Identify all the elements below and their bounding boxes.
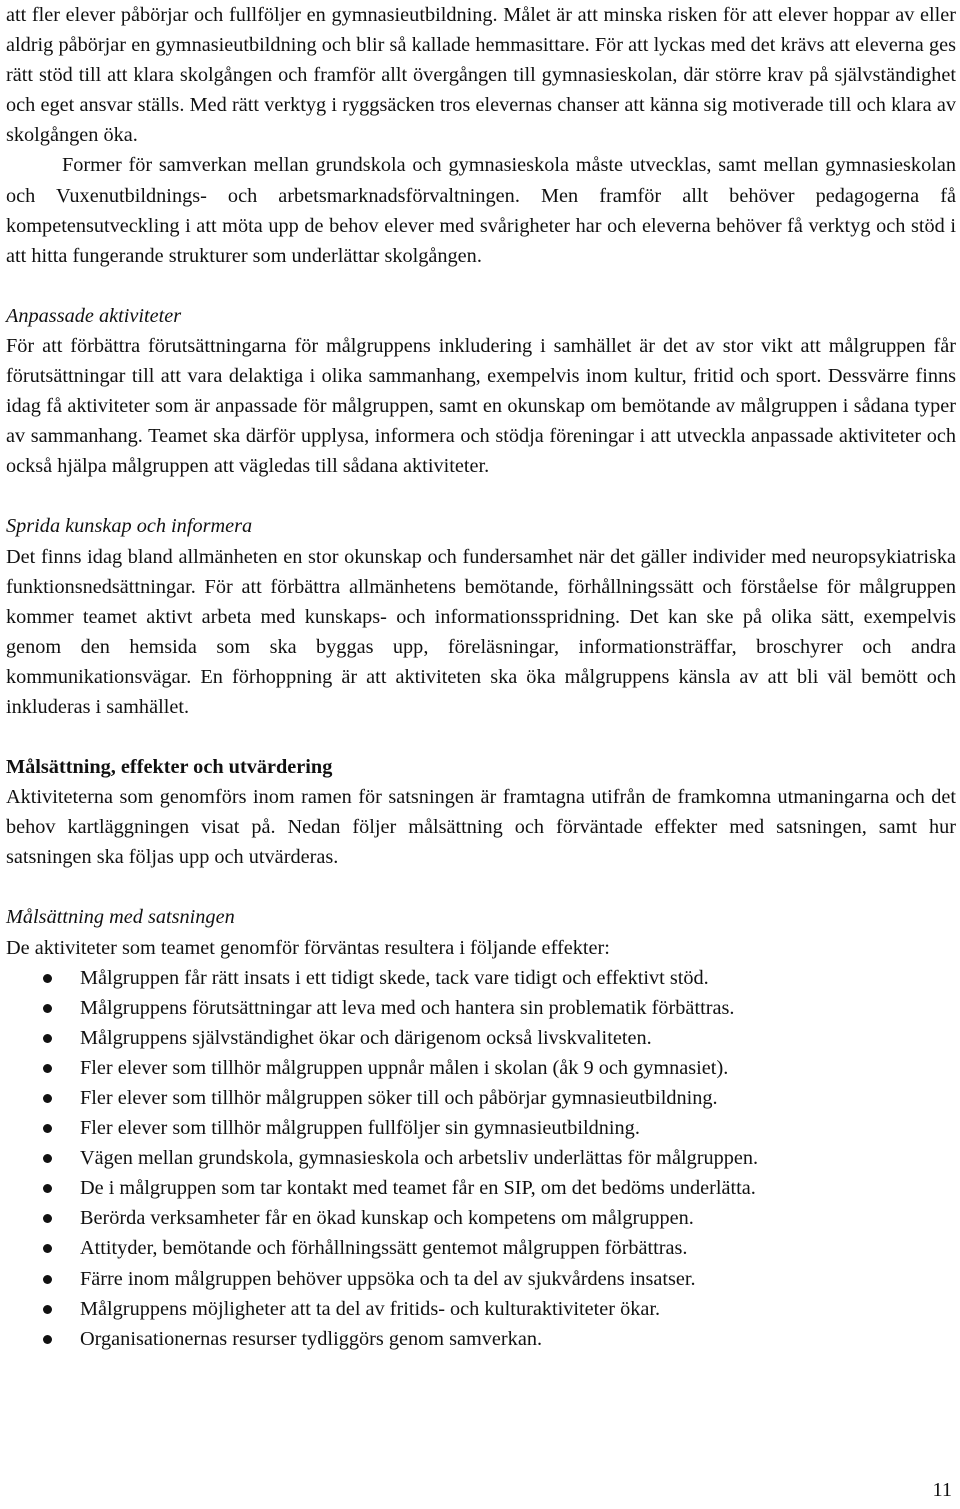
bullet-icon bbox=[43, 1184, 52, 1193]
list-item-text: Attityder, bemötande och förhållningssätt gentemot målgruppen förbättras. bbox=[80, 1237, 688, 1260]
list-item-text: Fler elever som tillhör målgruppen söker till och påbörjar gymnasieutbildning. bbox=[80, 1087, 718, 1109]
bullet-icon bbox=[43, 1004, 52, 1013]
bullet-icon bbox=[43, 1094, 52, 1103]
list-item-text: Färre inom målgruppen behöver uppsöka och ta del av sjukvårdens insatser. bbox=[80, 1267, 696, 1290]
section-lead-objective: De aktiviteter som teamet genomför förväntas resultera i följande effekter: bbox=[6, 936, 610, 959]
list-item bbox=[6, 1173, 956, 1203]
list-item-text: Organisationernas resurser tydliggörs genom samverkan. bbox=[80, 1327, 543, 1350]
list-item bbox=[6, 1324, 956, 1354]
bullet-icon bbox=[43, 1335, 52, 1344]
list-item-text: De i målgruppen som tar kontakt med teamet får en SIP, om det bedöms underlätta. bbox=[80, 1177, 756, 1200]
list-item bbox=[6, 993, 956, 1023]
section-body-inform: Det finns idag bland allmänheten en stor okunskap och fundersamhet när det gäller individer med neuropsykiatriska funktionsnedsättningar. För att förbättra allmänhetens bemötande, förhållningssätt och förståelse för målgruppen kommer teamet aktivt arbeta med kunskaps- och informationsspridning. Det kan ske på olika sätt, exempelvis genom den hemsida som ska byggas upp, föreläsningar, informationsträffar, broschyrer och andra kommunikationsvägar. En förhoppning är att aktiviteten ska öka målgruppens känsla av att bli väl bemött och inkluderas i samhället. bbox=[6, 545, 956, 718]
section-title-goals: Målsättning, effekter och utvärdering bbox=[6, 756, 333, 779]
spacer bbox=[6, 271, 956, 301]
list-item bbox=[6, 963, 956, 993]
list-item-text: Målgruppens självständighet ökar och därigenom också livskvaliteten. bbox=[80, 1026, 652, 1049]
list-item bbox=[6, 1233, 956, 1263]
list-item bbox=[6, 1053, 956, 1083]
list-item bbox=[6, 1294, 956, 1324]
list-item-text: Målgruppen får rätt insats i ett tidigt skede, tack vare tidigt och effektivt stöd. bbox=[80, 966, 709, 989]
list-item-text: Vägen mellan grundskola, gymnasieskola och arbetsliv underlättas för målgruppen. bbox=[80, 1147, 759, 1170]
section-title-inform: Sprida kunskap och informera bbox=[6, 515, 253, 538]
bullet-icon bbox=[43, 1275, 52, 1284]
bullet-icon bbox=[43, 1124, 52, 1133]
intro-paragraph: att fler elever påbörjar och fullföljer en gymnasieutbildning. Målet är att minska risken för att elever hoppar av eller aldrig påbörjar en gymnasieutbildning och blir så kallade hemmasittare. För att lyckas med det krävs att eleverna ges rätt stöd till att klara skolgången och framför allt övergången till gymnasieskolan, där större krav på självständighet och eget ansvar ställs. Med rätt verktyg i ryggsäcken tros elevernas chanser att känna sig motiverade till och klara av skolgången öka. bbox=[6, 4, 956, 147]
bullet-icon bbox=[43, 1244, 52, 1253]
page-number: 11 bbox=[932, 1479, 952, 1501]
list-item bbox=[6, 1083, 956, 1113]
list-item bbox=[6, 1113, 956, 1143]
bullet-icon bbox=[43, 1034, 52, 1043]
bullet-icon bbox=[43, 1064, 52, 1073]
list-item-text: Berörda verksamheter får en ökad kunskap och kompetens om målgruppen. bbox=[80, 1207, 694, 1230]
cooperation-paragraph: Former för samverkan mellan grundskola och gymnasieskola måste utvecklas, samt mellan gymnasieskolan och Vuxenutbildnings- och arbetsmarknadsförvaltningen. Men framför allt behöver pedagogerna få kompetensutveckling i att möta upp de behov elever med svårigheter har och eleverna behöver få verktyg och stöd i att hitta fungerande strukturer som underlättar skolgången. bbox=[6, 154, 956, 267]
list-item bbox=[6, 1143, 956, 1173]
list-item bbox=[6, 1023, 956, 1053]
list-item bbox=[6, 1203, 956, 1233]
list-item-text: Målgruppens förutsättningar att leva med och hantera sin problematik förbättras. bbox=[80, 996, 735, 1019]
document-page bbox=[6, 0, 956, 1354]
spacer bbox=[6, 872, 956, 902]
list-item-text: Fler elever som tillhör målgruppen uppnår målen i skolan (åk 9 och gymnasiet). bbox=[80, 1056, 729, 1079]
effects-list bbox=[6, 963, 956, 1354]
spacer bbox=[6, 722, 956, 752]
bullet-icon bbox=[43, 1214, 52, 1223]
section-title-objective: Målsättning med satsningen bbox=[6, 906, 235, 929]
list-item-text: Målgruppens möjligheter att ta del av fritids- och kulturaktiviteter ökar. bbox=[80, 1297, 661, 1320]
section-body-goals: Aktiviteterna som genomförs inom ramen för satsningen är framtagna utifrån de framkomna utmaningarna och det behov kartläggningen visat på. Nedan följer målsättning och förväntade effekter med satsningen, samt hur satsningen ska följas upp och utvärderas. bbox=[6, 786, 956, 869]
spacer bbox=[6, 481, 956, 511]
list-item-text: Fler elever som tillhör målgruppen fullföljer sin gymnasieutbildning. bbox=[80, 1117, 640, 1140]
bullet-icon bbox=[43, 1305, 52, 1314]
list-item bbox=[6, 1264, 956, 1294]
bullet-icon bbox=[43, 974, 52, 983]
section-title-activities: Anpassade aktiviteter bbox=[6, 304, 182, 327]
section-body-activities: För att förbättra förutsättningarna för målgruppens inkludering i samhället är det av stor vikt att målgruppen får förutsättningar till att vara delaktiga i olika sammanhang, exempelvis inom kultur, fritid och sport. Dessvärre finns idag få aktiviteter som är anpassade för målgruppen, samt en okunskap om bemötande av målgruppen i sådana typer av sammanhang. Teamet ska därför upplysa, informera och stödja föreningar i att utveckla anpassade aktiviteter och också hjälpa målgruppen att vägledas till sådana aktiviteter. bbox=[6, 334, 956, 478]
bullet-icon bbox=[43, 1154, 52, 1163]
